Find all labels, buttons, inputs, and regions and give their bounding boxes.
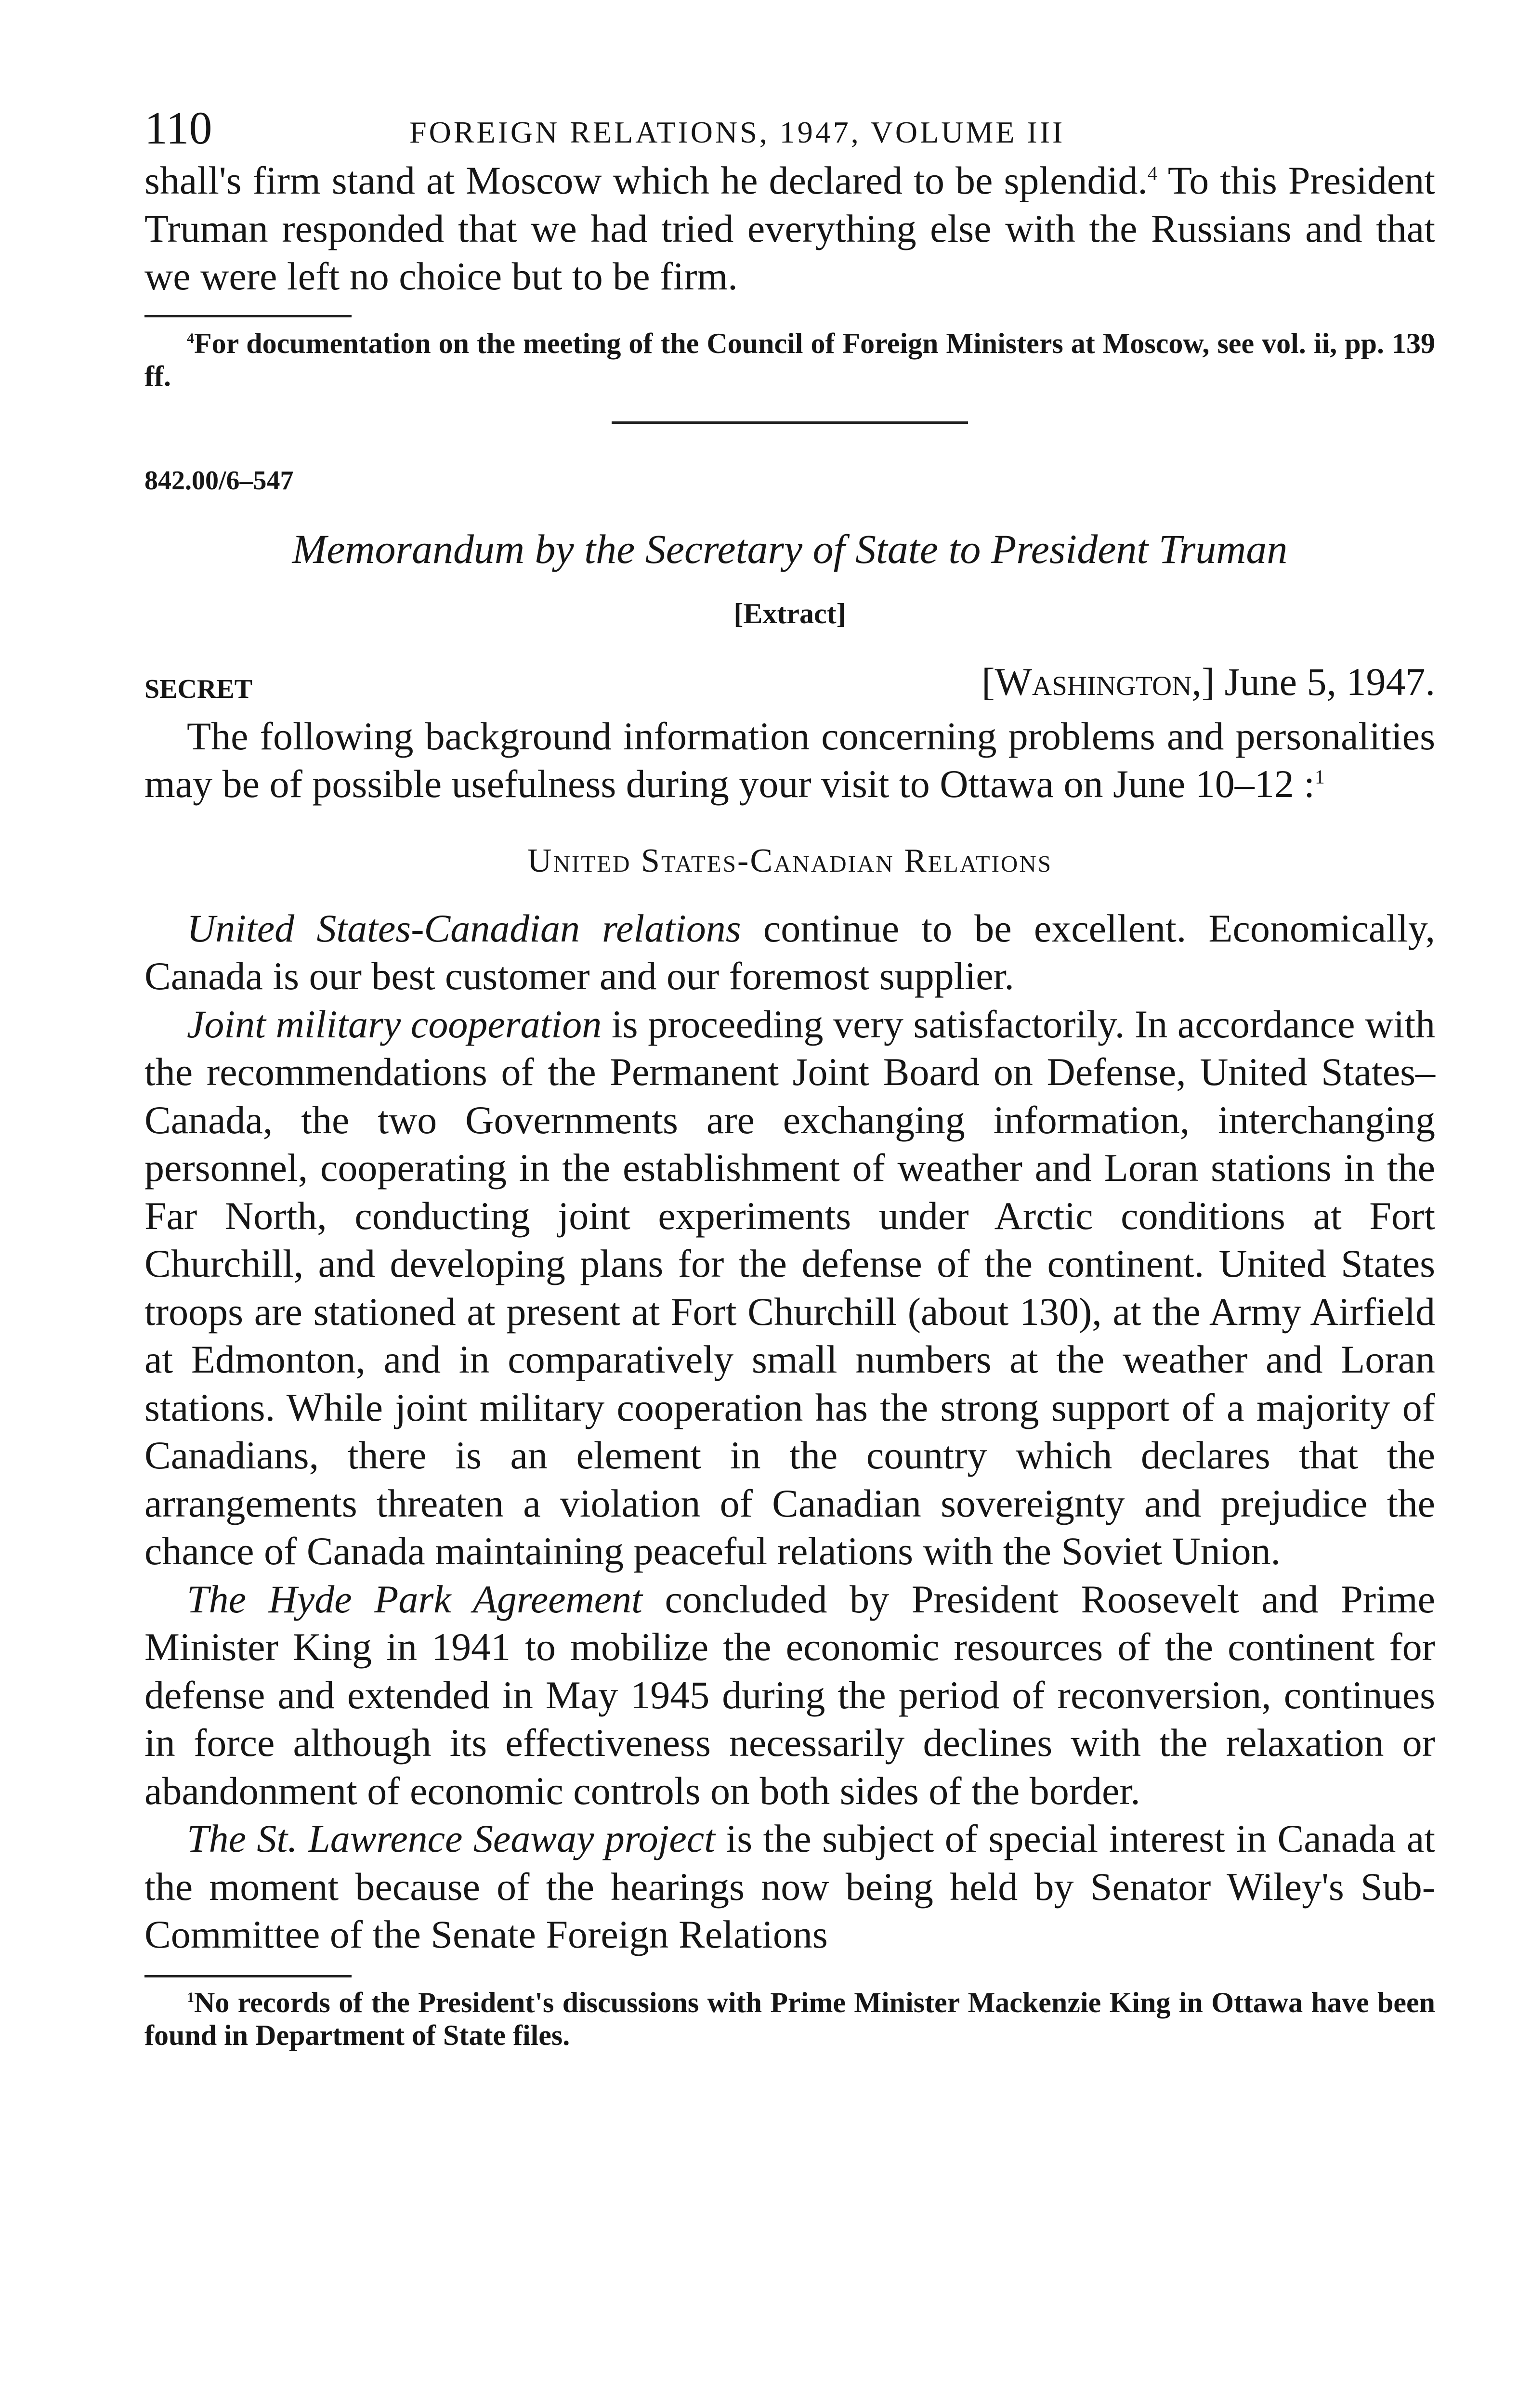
paragraph-text: is proceeding very satisfactorily. In accordance with the recommendations of the Permanent Joint Board on Defense, United States–Canada, the two Governments are exchanging information, interchanging personnel, cooperating in the establishment of weather and Loran stations in the Far North, conducting joint experiments under Arctic conditions at Fort Churchill, and developing plans for the defense of the continent. United States troops are stationed at present at Fort Churchill (about 130), at the Army Airfield at Edmonton, and in comparatively small numbers at the weather and Loran stations. While joint military cooperation has the strong support of a majority of Canadians, there is an element in the country which declares that the arrangements threaten a violation of Canadian sovereignty and prejudice the chance of Canada maintaining peaceful relations with the Soviet Union. (144, 1002, 1435, 1573)
document-title: Memorandum by the Secretary of State to President Truman (292, 525, 1288, 572)
document-page (144, 101, 1435, 2408)
footnote-rule (144, 315, 352, 317)
footnote-1-text: No records of the President's discussions with Prime Minister Mackenzie King in Ottawa have been found in Department of State files. (144, 1986, 1435, 2051)
footnote-rule (144, 1975, 352, 1977)
paragraph-text: concluded by President Roosevelt and Prime Minister King in 1941 to mobilize the economic resources of the continent for defense and extended in May 1945 during the period of reconversion, continues in force although its effectiveness necessarily declines with the relaxation or abandonment of economic controls on both sides of the border. (144, 1577, 1435, 1813)
paragraph-lead: The Hyde Park Agreement (187, 1577, 642, 1621)
continuation-paragraph (144, 157, 1435, 301)
continuation-text: shall's firm stand at Moscow which he declared to be splendid. (144, 158, 1148, 202)
intro-paragraph (144, 712, 1435, 808)
paragraph-hyde-park (144, 1575, 1435, 1815)
dateline-open: [ (981, 659, 995, 704)
footnote-1-mark: 1 (187, 1989, 194, 2005)
intro-text: The following background information concerning problems and personalities may be of possible usefulness during your visit to Ottawa on June 10–12 : (144, 714, 1435, 806)
paragraph-lead: United States-Canadian relations (187, 906, 741, 950)
file-number: 842.00/6–547 (144, 465, 294, 496)
paragraph-text: is the subject of special interest in Canada at the moment because of the hearings now being held by Senator Wiley's Sub-Committee of the Senate Foreign Relations (144, 1817, 1436, 1956)
section-divider (612, 421, 968, 424)
footnote-4-ref: 4 (1147, 162, 1158, 184)
page-number: 110 (144, 102, 212, 154)
classification-line (144, 659, 1435, 712)
dateline (981, 659, 1435, 705)
dateline-close: ,] June 5, 1947. (1191, 659, 1435, 704)
page-header (144, 101, 1435, 159)
paragraph-lead: The St. Lawrence Seaway project (187, 1817, 715, 1860)
footnote-4-mark: 4 (187, 330, 194, 346)
section-heading: United States-Canadian Relations (527, 842, 1052, 879)
running-head: FOREIGN RELATIONS, 1947, VOLUME III (409, 115, 1065, 149)
paragraph-text: continue to be excellent. Economically, Canada is our best customer and our foremost supplier. (144, 906, 1435, 998)
paragraph-lead: Joint military cooperation (187, 1002, 602, 1046)
extract-label: [Extract] (733, 597, 846, 629)
footnote-4-text: For documentation on the meeting of the Council of Foreign Ministers at Moscow, see vol. ii, pp. 139 ff. (144, 327, 1435, 392)
footnote-4 (144, 327, 1435, 393)
footnote-1 (144, 1986, 1435, 2052)
footnote-1-ref: 1 (1315, 765, 1325, 788)
classification: SECRET (144, 674, 253, 704)
dateline-place: Washington (995, 659, 1192, 704)
paragraph-seaway (144, 1815, 1435, 1959)
continuation-text-after: To this President Truman responded that we had tried everything else with the Russians and that we were left no choice but to be firm. (144, 158, 1435, 298)
paragraph-relations (144, 904, 1435, 1000)
paragraph-military (144, 1000, 1435, 1575)
